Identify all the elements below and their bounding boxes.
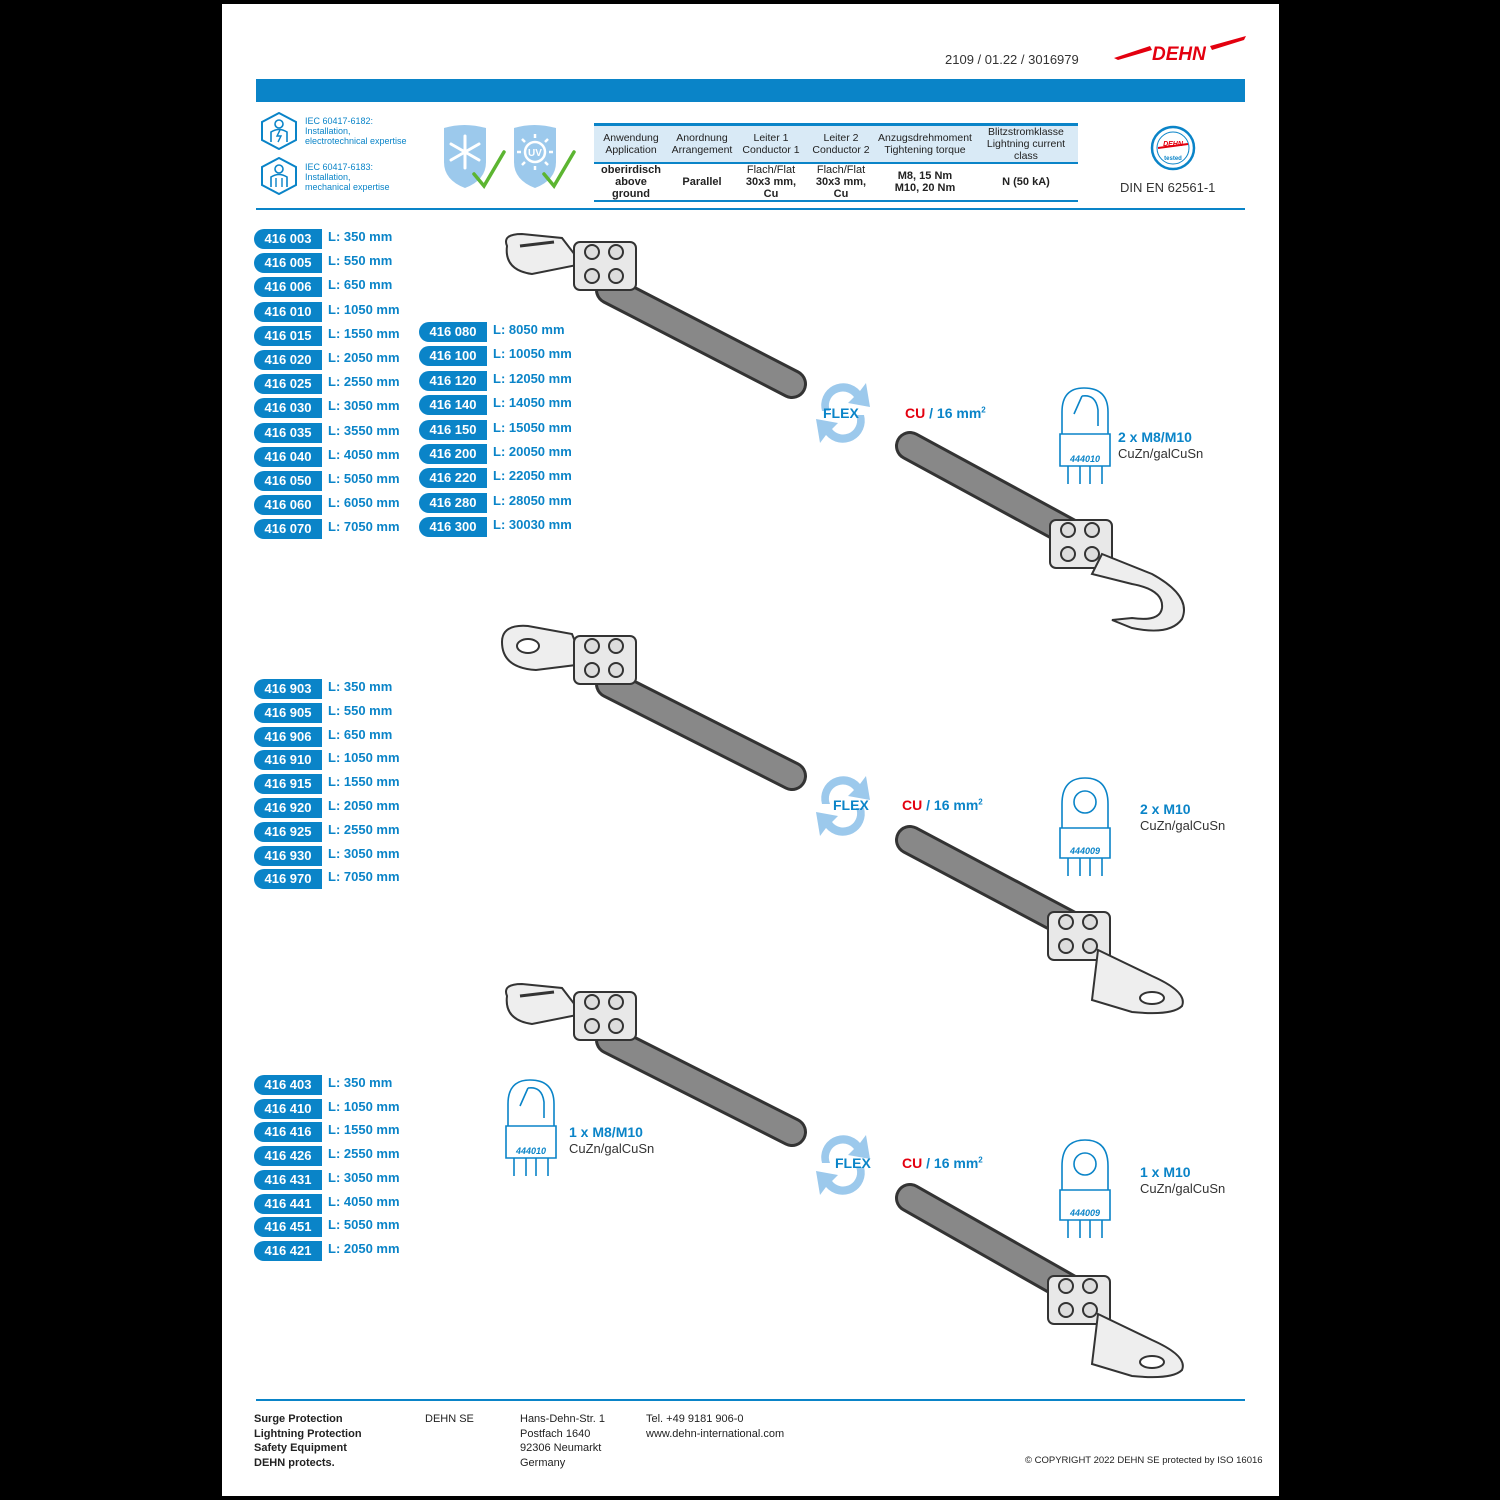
footer-divider [256,1399,1245,1401]
cable-length: L: 1050 mm [328,1099,400,1114]
cable-length: L: 6050 mm [328,495,400,510]
cable-length: L: 14050 mm [493,395,572,410]
article-number: 416 015 [254,326,322,346]
cable-length: L: 550 mm [328,703,393,718]
frost-resistant-icon [440,122,506,194]
eye-terminal-diagram [1052,774,1118,878]
spec-header-conductor-2: Leiter 2 Conductor 2 [806,125,876,164]
spec-value-arrangement: Parallel [668,163,736,201]
cable-length: L: 3050 mm [328,1170,400,1185]
article-number: 416 905 [254,703,322,723]
spec-header-torque: Anzugsdrehmoment Tightening torque [876,125,974,164]
terminal-material-label: CuZn/galCuSn [569,1141,655,1156]
cable-length: L: 3050 mm [328,846,400,861]
conductor-spec: CU / 16 $mm^2$ [905,405,986,421]
spec-value-conductor-1: Flach/Flat 30x3 mm, Cu [736,163,806,201]
spec-header-arrangement: Anordnung Arrangement [668,125,736,164]
article-number: 416 906 [254,727,322,747]
cable-length: L: 4050 mm [328,1194,400,1209]
cable-length: L: 550 mm [328,253,393,268]
article-number: 416 903 [254,679,322,699]
hook-terminal-diagram [498,1076,564,1180]
cable-length: L: 2050 mm [328,798,400,813]
svg-text:444010: 444010 [1069,454,1101,464]
article-number: 416 080 [419,322,487,342]
cable-length: L: 3050 mm [328,398,400,413]
article-number: 416 925 [254,822,322,842]
cable-length: L: 10050 mm [493,346,572,361]
footer-company: DEHN SE [425,1413,474,1425]
article-number: 416 020 [254,350,322,370]
article-number: 416 140 [419,395,487,415]
flex-label: FLEX [835,1155,871,1171]
article-number: 416 003 [254,229,322,249]
cable-length: L: 5050 mm [328,471,400,486]
electrician-icon [260,112,298,150]
article-number: 416 915 [254,774,322,794]
conductor-spec: CU / 16 $mm^2$ [902,1155,983,1171]
article-number: 416 220 [419,468,487,488]
article-number: 416 120 [419,371,487,391]
terminal-bolts-label: 2 x M10 [1140,801,1191,817]
cable-length: L: 28050 mm [493,493,572,508]
footer-address: Hans-Dehn-Str. 1 Postfach 1640 92306 Neumarkt Germany [520,1413,605,1469]
cable-length: L: 350 mm [328,1075,393,1090]
cable-length: L: 1550 mm [328,1122,400,1137]
standard-label: DIN EN 62561-1 [1120,180,1216,195]
article-number: 416 280 [419,493,487,513]
spec-value-conductor-2: Flach/Flat 30x3 mm, Cu [806,163,876,201]
spec-value-lightning-class: N (50 kA) [974,163,1078,201]
dehn-tested-badge [1146,124,1200,172]
cable-length: L: 2050 mm [328,350,400,365]
article-number: 416 421 [254,1241,322,1261]
footer-contact: Tel. +49 9181 906-0 www.dehn-international.com [646,1413,785,1440]
article-number: 416 100 [419,346,487,366]
terminal-material-label: CuZn/galCuSn [1140,818,1226,833]
cable-length: L: 30030 mm [493,517,572,532]
flex-label: FLEX [823,405,859,421]
flex-label: FLEX [833,797,869,813]
article-number: 416 035 [254,423,322,443]
article-number: 416 403 [254,1075,322,1095]
article-number: 416 416 [254,1122,322,1142]
spec-value-torque: M8, 15 Nm M10, 20 Nm [876,163,974,201]
article-number: 416 451 [254,1217,322,1237]
spec-table-header-row [594,125,1078,164]
svg-text:DEHN: DEHN [1163,141,1183,148]
article-number: 416 300 [419,517,487,537]
article-number: 416 050 [254,471,322,491]
cable-length: L: 2050 mm [328,1241,400,1256]
article-number: 416 005 [254,253,322,273]
article-number: 416 040 [254,447,322,467]
document-reference: 2109 / 01.22 / 3016979 [945,52,1079,67]
datasheet-page [222,4,1279,1496]
spec-header-lightning-class: Blitzstromklasse Lightning current class [974,125,1078,164]
article-number: 416 970 [254,869,322,889]
article-number: 416 410 [254,1099,322,1119]
cable-length: L: 2550 mm [328,374,400,389]
article-number: 416 426 [254,1146,322,1166]
article-number: 416 060 [254,495,322,515]
header-bar [256,79,1245,102]
cable-length: L: 4050 mm [328,447,400,462]
spec-table-value-row [594,163,1078,201]
cable-length: L: 22050 mm [493,468,572,483]
cable-length: L: 12050 mm [493,371,572,386]
svg-text:444010: 444010 [515,1146,547,1156]
header-divider [256,208,1245,210]
hook-terminal-diagram [1052,384,1118,486]
terminal-material-label: CuZn/galCuSn [1118,446,1204,461]
eye-terminal-diagram [1052,1136,1118,1240]
cable-length: L: 650 mm [328,727,393,742]
terminal-bolts-label: 2 x M8/M10 [1118,429,1192,445]
cable-length: L: 1550 mm [328,774,400,789]
cable-length: L: 20050 mm [493,444,572,459]
cable-length: L: 5050 mm [328,1217,400,1232]
cable-length: L: 1550 mm [328,326,400,341]
website-link[interactable]: www.dehn-international.com [646,1427,785,1440]
mechanic-icon [260,157,298,195]
cable-length: L: 7050 mm [328,519,400,534]
article-number: 416 150 [419,420,487,440]
terminal-bolts-label: 1 x M8/M10 [569,1124,643,1140]
cable-length: L: 1050 mm [328,302,400,317]
article-number: 416 431 [254,1170,322,1190]
conductor-spec: CU / 16 $mm^2$ [902,797,983,813]
cable-length: L: 8050 mm [493,322,565,337]
terminal-material-label: CuZn/galCuSn [1140,1181,1226,1196]
article-number: 416 010 [254,302,322,322]
article-number: 416 200 [419,444,487,464]
article-number: 416 025 [254,374,322,394]
article-number: 416 930 [254,846,322,866]
cable-length: L: 350 mm [328,679,393,694]
article-number: 416 070 [254,519,322,539]
svg-text:tested: tested [1164,156,1182,162]
cable-length: L: 350 mm [328,229,393,244]
cable-length: L: 2550 mm [328,1146,400,1161]
spec-header-conductor-1: Leiter 1 Conductor 1 [736,125,806,164]
article-number: 416 441 [254,1194,322,1214]
iec-6182-caption: IEC 60417-6182: Installation, electrotechnical expertise [305,116,407,146]
svg-text:444009: 444009 [1069,846,1101,856]
iec-6183-caption: IEC 60417-6183: Installation, mechanical expertise [305,162,390,192]
uv-resistant-icon [510,122,576,194]
cable-length: L: 650 mm [328,277,393,292]
copyright-notice: © COPYRIGHT 2022 DEHN SE protected by ISO 16016 [1025,1455,1263,1466]
cable-length: L: 7050 mm [328,869,400,884]
article-number: 416 006 [254,277,322,297]
terminal-bolts-label: 1 x M10 [1140,1164,1191,1180]
cable-length: L: 1050 mm [328,750,400,765]
spec-table [594,123,1078,202]
article-number: 416 920 [254,798,322,818]
cable-length: L: 2550 mm [328,822,400,837]
footer-slogans: Surge Protection Lightning Protection Safety Equipment DEHN protects. [254,1413,362,1469]
article-number: 416 030 [254,398,322,418]
spec-value-application: oberirdisch above ground [594,163,668,201]
svg-text:UV: UV [528,148,542,159]
cable-length: L: 15050 mm [493,420,572,435]
dehn-logo [1110,32,1250,72]
svg-text:444009: 444009 [1069,1208,1101,1218]
cable-length: L: 3550 mm [328,423,400,438]
article-number: 416 910 [254,750,322,770]
svg-text:DEHN: DEHN [1152,44,1206,65]
spec-header-application: Anwendung Application [594,125,668,164]
